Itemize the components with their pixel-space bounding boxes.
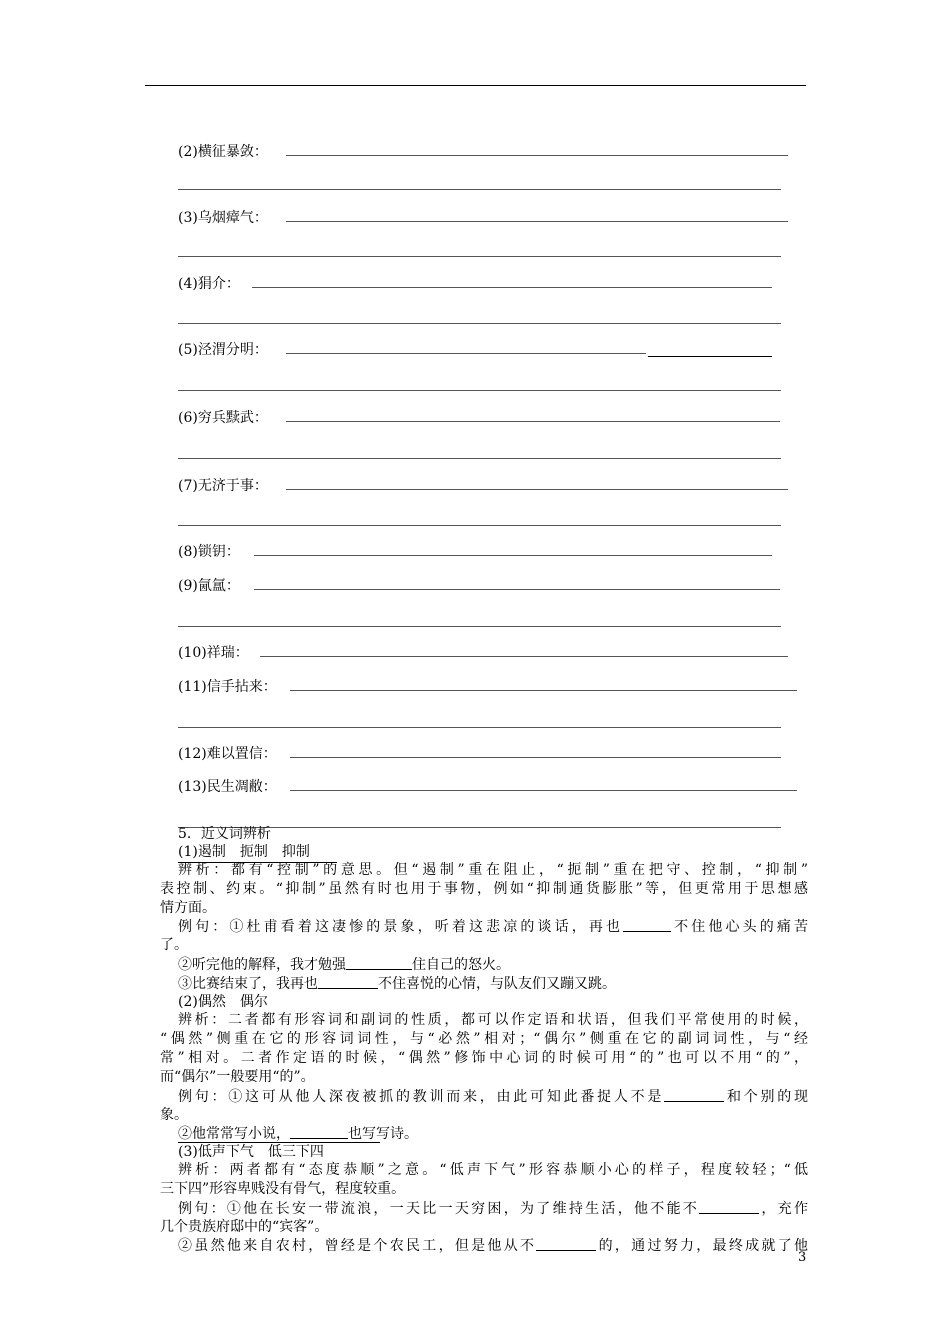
answer-blank[interactable] [290, 690, 797, 691]
answer-blank[interactable] [178, 323, 781, 324]
answer-blank[interactable] [286, 353, 646, 354]
example-text: ②虽然他来自农村，曾经是个农民工，但是他从不 [178, 1238, 537, 1254]
analysis-text: “偶然”侧重在它的形容词词性，与“必然”相对；“偶尔”侧重在它的副词词性，与“经 [160, 1031, 808, 1047]
example-text: 不住他心头的痛苦 [671, 919, 809, 935]
analysis-text: 而“偶尔”一般要用“的”。 [160, 1069, 315, 1085]
term-label: (10)祥瑞： [178, 645, 249, 661]
section-heading: 5．近义词辨析 [178, 826, 271, 842]
example-text: 不住喜悦的心情，与队友们又蹦又跳。 [378, 976, 616, 992]
example-sentence [178, 974, 808, 993]
analysis-text: 情方面。 [160, 900, 216, 916]
example-sentence [178, 1199, 808, 1218]
answer-blank[interactable] [178, 727, 781, 728]
analysis-text: 常”相对。二者作定语的时候，“偶然”修饰中心词的时候可用“的”也可以不用“的”， [160, 1050, 808, 1066]
term-label: (11)信手拈来： [178, 679, 277, 695]
term-label: (5)泾渭分明： [178, 342, 268, 358]
analysis-text: 辨析：两者都有“态度恭顺”之意。“低声下气”形容恭顺小心的样子，程度较轻；“低 [178, 1162, 808, 1178]
word-group-heading: (2)偶然 偶尔 [178, 994, 268, 1010]
analysis-text: 三下四”形容卑贱没有骨气，程度较重。 [160, 1181, 406, 1197]
term-label: (9)氤氲： [178, 578, 240, 594]
answer-blank[interactable] [286, 421, 780, 422]
heading-overline [178, 1142, 380, 1143]
example-text: ②听完他的解释，我才勉强 [178, 957, 346, 973]
answer-blank[interactable] [178, 256, 781, 257]
example-text: 的，通过努力，最终成就了他 [596, 1238, 809, 1254]
term-label: (8)锁钥： [178, 544, 240, 560]
term-label: (6)穷兵黩武： [178, 410, 268, 426]
term-label: (4)狷介： [178, 276, 240, 292]
term-label: (12)难以置信： [178, 746, 277, 762]
term-label: (7)无济于事： [178, 478, 268, 494]
example-sentence: 象。 [160, 1107, 188, 1123]
analysis-text: 辨析：都有“控制”的意思。但“遏制”重在阻止，“扼制”重在把守、控制，“抑制” [178, 862, 808, 878]
example-text: 和个别的现 [724, 1089, 809, 1105]
example-sentence: 几个贵族府邸中的“宾客”。 [160, 1219, 329, 1235]
fill-blank[interactable] [623, 917, 671, 932]
fill-blank[interactable] [699, 1199, 759, 1214]
fill-blank[interactable] [290, 1124, 348, 1139]
example-sentence [178, 917, 808, 936]
answer-blank[interactable] [252, 287, 772, 288]
example-text: 例句：①杜甫看着这凄惨的景象，听着这悲凉的谈话，再也 [178, 919, 624, 935]
analysis-text: 辨析：二者都有形容词和副词的性质，都可以作定语和状语，但我们平常使用的时候， [178, 1012, 808, 1028]
answer-blank[interactable] [178, 525, 781, 526]
example-sentence: 了。 [160, 937, 188, 953]
answer-blank[interactable] [178, 458, 781, 459]
answer-blank[interactable] [178, 626, 781, 627]
answer-blank[interactable] [286, 221, 788, 222]
fill-blank[interactable] [318, 974, 378, 989]
example-text: ②他常常写小说， [178, 1126, 290, 1142]
example-text: ③比赛结束了，我再也 [178, 976, 318, 992]
fill-blank[interactable] [346, 955, 412, 970]
example-sentence [178, 1087, 808, 1106]
answer-blank[interactable] [290, 757, 781, 758]
example-text: 例句：①这可从他人深夜被抓的教训而来，由此可知此番捉人不是 [178, 1089, 665, 1105]
answer-blank[interactable] [648, 356, 772, 357]
term-label: (2)横征暴敛： [178, 144, 268, 160]
answer-blank[interactable] [286, 489, 788, 490]
answer-blank[interactable] [178, 189, 781, 190]
header-rule [145, 85, 806, 86]
example-sentence [178, 955, 808, 974]
fill-blank[interactable] [664, 1087, 724, 1102]
example-text: ，充作 [759, 1201, 808, 1217]
answer-blank[interactable] [260, 656, 788, 657]
word-group-heading: (3)低声下气 低三下四 [178, 1144, 324, 1160]
example-text: 也写写诗。 [348, 1126, 418, 1142]
example-sentence [178, 1236, 808, 1255]
term-label: (3)乌烟瘴气： [178, 210, 268, 226]
example-sentence [178, 1124, 808, 1143]
fill-blank[interactable] [536, 1236, 596, 1251]
word-group-heading: (1)遏制 扼制 抑制 [178, 844, 310, 860]
answer-blank[interactable] [286, 155, 788, 156]
example-text: 例句：①他在长安一带流浪，一天比一天穷困，为了维持生活，他不能不 [178, 1201, 700, 1217]
page-number: 3 [798, 1250, 807, 1265]
answer-blank[interactable] [290, 790, 797, 791]
term-label: (13)民生凋敝： [178, 779, 277, 795]
answer-blank[interactable] [254, 589, 780, 590]
answer-blank[interactable] [254, 555, 772, 556]
answer-blank[interactable] [178, 390, 781, 391]
analysis-text: 表控制、约束。“抑制”虽然有时也用于事物，例如“抑制通货膨胀”等，但更常用于思想感 [160, 881, 808, 897]
example-text: 住自己的怒火。 [412, 957, 510, 973]
